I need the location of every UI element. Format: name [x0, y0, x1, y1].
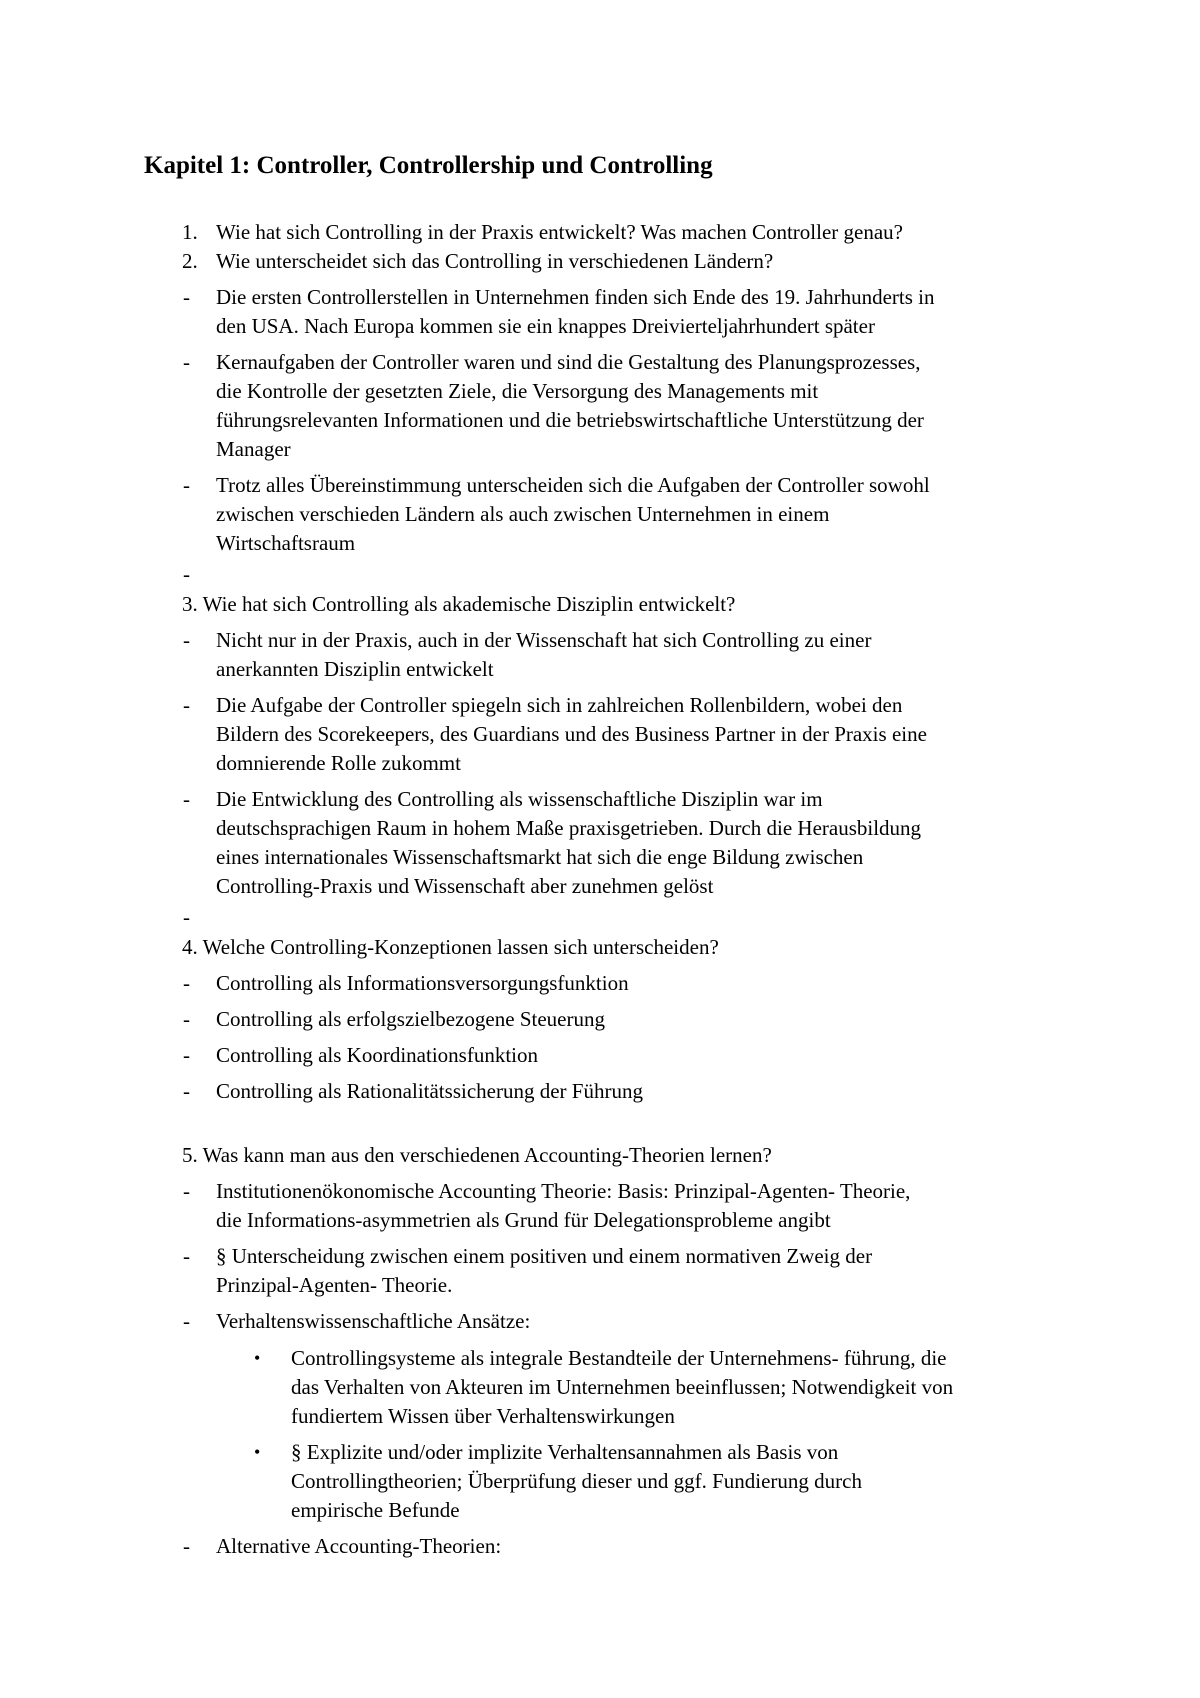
- dash-marker: -: [183, 787, 190, 811]
- list-item-line: Verhaltenswissenschaftliche Ansätze:: [216, 1309, 531, 1333]
- dash-marker: -: [183, 628, 190, 652]
- list-item-line: Manager: [216, 437, 291, 461]
- dash-marker: -: [183, 1007, 190, 1031]
- dash-marker: -: [183, 905, 190, 929]
- sub-item-line: fundiertem Wissen über Verhaltenswirkungen: [291, 1404, 675, 1428]
- list-item-line: zwischen verschieden Ländern als auch zwischen Unternehmen in einem: [216, 502, 830, 526]
- list-item-line: Controlling als Informationsversorgungsfunktion: [216, 971, 629, 995]
- bullet-marker: •: [254, 1348, 261, 1368]
- list-number: 2.: [182, 249, 198, 273]
- list-item-line: Bildern des Scorekeepers, des Guardians und des Business Partner in der Praxis eine: [216, 722, 927, 746]
- list-item-line: die Kontrolle der gesetzten Ziele, die Versorgung des Managements mit: [216, 379, 819, 403]
- dash-marker: -: [183, 693, 190, 717]
- dash-marker: -: [183, 562, 190, 586]
- dash-marker: -: [183, 285, 190, 309]
- dash-marker: -: [183, 1079, 190, 1103]
- list-item-line: Die Aufgabe der Controller spiegeln sich in zahlreichen Rollenbildern, wobei den: [216, 693, 903, 717]
- dash-marker: -: [183, 1309, 190, 1333]
- sub-item-line: Controllingtheorien; Überprüfung dieser und ggf. Fundierung durch: [291, 1469, 862, 1493]
- list-item-line: führungsrelevanten Informationen und die betriebswirtschaftliche Unterstützung der: [216, 408, 924, 432]
- list-item-line: den USA. Nach Europa kommen sie ein knappes Dreivierteljahrhundert später: [216, 314, 875, 338]
- sub-item-line: das Verhalten von Akteuren im Unternehmen beeinflussen; Notwendigkeit von: [291, 1375, 954, 1399]
- list-item-line: Die ersten Controllerstellen in Unternehmen finden sich Ende des 19. Jahrhunderts in: [216, 285, 935, 309]
- list-item-line: anerkannten Disziplin entwickelt: [216, 657, 494, 681]
- list-item-line: die Informations-asymmetrien als Grund für Delegationsprobleme angibt: [216, 1208, 831, 1232]
- list-item-line: Controlling als erfolgszielbezogene Steuerung: [216, 1007, 605, 1031]
- list-item-line: Wirtschaftsraum: [216, 531, 356, 555]
- list-item-line: Controlling als Koordinationsfunktion: [216, 1043, 538, 1067]
- list-item-line: Alternative Accounting-Theorien:: [216, 1534, 502, 1558]
- dash-marker: -: [183, 1534, 190, 1558]
- list-item-line: Kernaufgaben der Controller waren und sind die Gestaltung des Planungsprozesses,: [216, 350, 921, 374]
- dash-marker: -: [183, 1179, 190, 1203]
- dash-marker: -: [183, 1043, 190, 1067]
- sub-item-line: empirische Befunde: [291, 1498, 460, 1522]
- list-item-line: Trotz alles Übereinstimmung unterscheiden sich die Aufgaben der Controller sowohl: [216, 473, 930, 497]
- list-item-line: deutschsprachigen Raum in hohem Maße praxisgetrieben. Durch die Herausbildung: [216, 816, 922, 840]
- list-number: 1.: [182, 220, 198, 244]
- list-item-line: § Unterscheidung zwischen einem positiven und einem normativen Zweig der: [216, 1244, 873, 1268]
- list-item-line: domnierende Rolle zukommt: [216, 751, 461, 775]
- bullet-marker: •: [254, 1442, 261, 1462]
- list-item-line: Die Entwicklung des Controlling als wissenschaftliche Disziplin war im: [216, 787, 823, 811]
- question-4: 4. Welche Controlling-Konzeptionen lassen sich unterscheiden?: [182, 935, 719, 959]
- question-1: Wie hat sich Controlling in der Praxis entwickelt? Was machen Controller genau?: [216, 220, 903, 244]
- list-item-line: Institutionenökonomische Accounting Theorie: Basis: Prinzipal-Agenten- Theorie,: [216, 1179, 911, 1203]
- question-2: Wie unterscheidet sich das Controlling in verschiedenen Ländern?: [216, 249, 774, 273]
- list-item-line: eines internationales Wissenschaftsmarkt hat sich die enge Bildung zwischen: [216, 845, 864, 869]
- question-3: 3. Wie hat sich Controlling als akademische Disziplin entwickelt?: [182, 592, 736, 616]
- list-item-line: Prinzipal-Agenten- Theorie.: [216, 1273, 453, 1297]
- sub-item-line: Controllingsysteme als integrale Bestandteile der Unternehmens- führung, die: [291, 1346, 947, 1370]
- dash-marker: -: [183, 971, 190, 995]
- question-5: 5. Was kann man aus den verschiedenen Accounting-Theorien lernen?: [182, 1143, 772, 1167]
- dash-marker: -: [183, 350, 190, 374]
- dash-marker: -: [183, 1244, 190, 1268]
- list-item-line: Controlling-Praxis und Wissenschaft aber zunehmen gelöst: [216, 874, 714, 898]
- dash-marker: -: [183, 473, 190, 497]
- sub-item-line: § Explizite und/oder implizite Verhaltensannahmen als Basis von: [291, 1440, 839, 1464]
- list-item-line: Controlling als Rationalitätssicherung der Führung: [216, 1079, 643, 1103]
- list-item-line: Nicht nur in der Praxis, auch in der Wissenschaft hat sich Controlling zu einer: [216, 628, 872, 652]
- page-title: Kapitel 1: Controller, Controllership und Controlling: [144, 152, 713, 179]
